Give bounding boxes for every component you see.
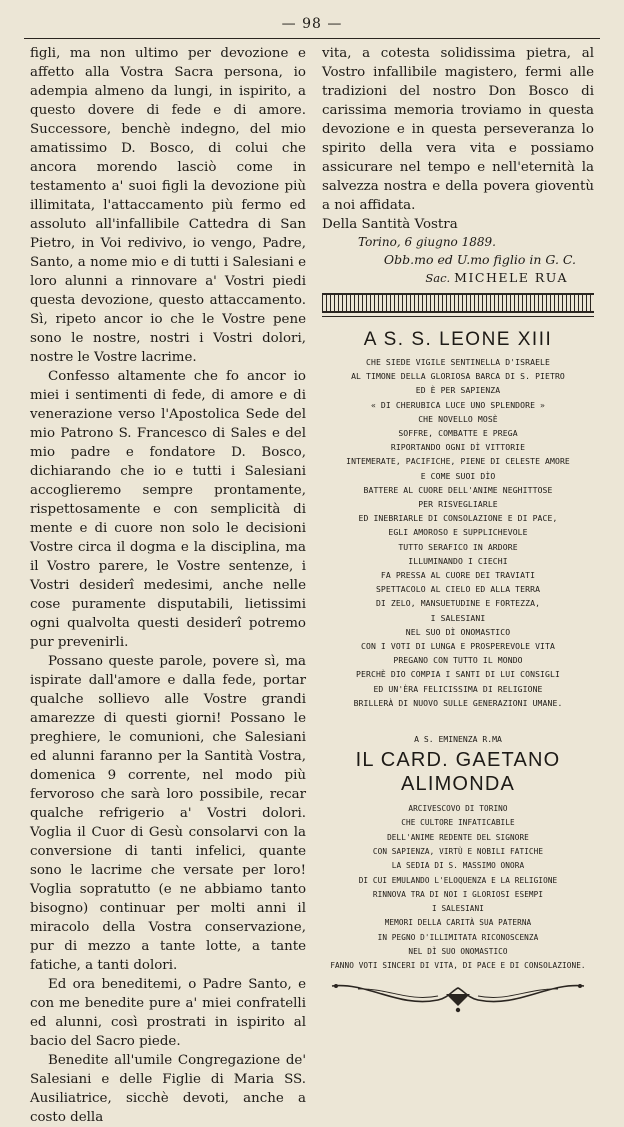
dedication-line: TUTTO SERAFICO IN ARDORE xyxy=(398,541,518,552)
dedication-line: EGLI AMOROSO E SUPPLICHEVOLE xyxy=(388,527,528,538)
dedication-line: AL TIMONE DELLA GLORIOSA BARCA DI S. PIETRO xyxy=(351,371,565,382)
dedication-line: MEMORI DELLA CARITÀ SUA PATERNA xyxy=(384,918,532,928)
dedication-line: CHE SIEDE VIGILE SENTINELLA D'ISRAELE xyxy=(366,357,550,367)
dedication2-lines xyxy=(322,802,594,974)
dedication-line: CHE CULTORE INFATICABILE xyxy=(401,818,515,828)
dedication-line: PERCHÈ DIO COMPIA I SANTI DI LUI CONSIGLI xyxy=(356,669,560,680)
paragraph-1: figli, ma non ultimo per devozione e affetto alla Vostra Sacra persona, io adempia almeno da lungi, in ispirito, a questo dovere di fede e di amore. Successore, benchè indegno, del mio amatissimo D. Bosco, di colui che ancora morendo lasciò come in testamento a' suoi figli la devozione più illimitata, l'attaccamento più fermo ed assoluto all'infallibile Cattedra di San Pietro, in Voi redivivo, io vengo, Padre, Santo, a nome mio e di tutti i Salesiani e loro alunni a rinnovare a' Vostri piedi questa devozione, questo attaccamento. Sì, ripeto ancor io che le Vostre pene sono le nostre, nostri i Vostri dolori, nostre le Vostre lacrime. xyxy=(30,46,306,365)
right-column xyxy=(322,44,594,1014)
paragraph-5: Benedite all'umile Congregazione de' Salesiani e delle Figlie di Maria SS. Ausiliatrice, sicchè devoti, anche a costo della xyxy=(30,1053,306,1125)
dedication-line: CHE NOVELLO MOSÈ xyxy=(418,413,498,424)
dedication-line: SOFFRE, COMBATTE E PREGA xyxy=(398,428,518,439)
dedication-line: ED INEBRIARLE DI CONSOLAZIONE E DI PACE, xyxy=(358,513,558,524)
dedication2-title: IL CARD. GAETANO ALIMONDA xyxy=(355,749,561,796)
signature-name: MICHELE RUA xyxy=(454,270,568,285)
dedication-line: BRILLERÀ DI NUOVO SULLE GENERAZIONI UMANE. xyxy=(353,697,563,708)
dedication-line: FANNO VOTI SINCERI DI VITA, DI PACE E DI CONSOLAZIONE. xyxy=(330,961,586,971)
dedication-line: INTEMERATE, PACIFICHE, PIENE DI CELESTE AMORE xyxy=(346,456,570,467)
dedication-line: IN PEGNO D'ILLIMITATA RICONOSCENZA xyxy=(377,932,539,942)
dedication-leo-xiii xyxy=(322,329,594,710)
ornament-band xyxy=(322,293,594,313)
dedication-line: I SALESIANI xyxy=(430,612,486,623)
dedication-line: RIPORTANDO OGNI DÌ VITTORIE xyxy=(390,442,526,453)
paragraph-3: Possano queste parole, povere sì, ma ispirate dall'amore e dalla fede, portar qualche sollievo alle Vostre grandi amarezze di questi giorni! Possano le preghiere, le comunioni, che Salesiani ed alunni faranno per la Santità Vostra, domenica 9 corrente, nel modo più fervoroso che sarà loro possibile, recar qualche refrigerio a' Vostri dolori. Voglia il Cuor di Gesù consolarvi con la conversione di tanti infelici, quante sono le lacrime che versate per loro! Voglia sopratutto (e ne abbiamo tanto bisogno) continuar per molti anni il miracolo della Vostra conservazione, pur di mezzo a tante lotte, a tante fatiche, a tanti dolori. xyxy=(30,654,306,973)
header-rule xyxy=(24,38,600,39)
dedication-line: LA SEDIA DI S. MASSIMO ONORA xyxy=(391,861,525,871)
signature-formula: Obb.mo ed U.mo figlio in G. C. xyxy=(383,252,576,267)
letter-end-text: vita, a cotesta solidissima pietra, al Vostro infallibile magistero, fermi alle tradizioni del nostro Don Bosco di carissima memoria troviamo in questa devozione e in questa perseveranza lo spirito della vera vita e possiamo assicurare nel tempo e nell'eternità la salvezza nostra e della povera gioventù a noi affidata. xyxy=(322,46,594,213)
dedication-line: I SALESIANI xyxy=(431,904,484,914)
dedication-line: ED È PER SAPIENZA xyxy=(415,385,501,396)
dedication-line: DI ZELO, MANSUETUDINE E FORTEZZA, xyxy=(375,598,541,609)
dedication-line: E COME SUOI DÌO xyxy=(420,470,496,481)
signature-prefix: Sac. xyxy=(425,271,451,285)
dedication-line: PREGANO CON TUTTO IL MONDO xyxy=(393,655,523,666)
dedication-alimonda xyxy=(322,732,594,974)
ornament-vignette-icon xyxy=(328,980,588,1014)
dedication-line: DELL'ANIME REDENTE DEL SIGNORE xyxy=(387,832,529,842)
dedication-line: CON SAPIENZA, VIRTÙ E NOBILI FATICHE xyxy=(372,846,544,856)
page-number: — 98 — xyxy=(281,16,343,32)
ornament-rule xyxy=(322,316,594,319)
dedication-line: NEL DÌ SUO ONOMASTICO xyxy=(408,947,508,957)
dedication-line: SPETTACOLO AL CIELO ED ALLA TERRA xyxy=(375,584,541,595)
paragraph-4: Ed ora beneditemi, o Padre Santo, e con me benedite pure a' miei confratelli ed alunni, così prostrati in ispirito al bacio del Sacro piede. xyxy=(30,977,306,1049)
dedication-line: ILLUMINANDO I CIECHI xyxy=(408,555,508,566)
dedication-line: RINNOVA TRA DI NOI I GLORIOSI ESEMPI xyxy=(372,889,544,899)
dedication-title: A S. S. LEONE XIII xyxy=(363,329,553,350)
dedication2-pre: A S. EMINENZA R.MA xyxy=(414,734,502,745)
dedication-lines xyxy=(322,355,594,710)
signature xyxy=(322,269,594,287)
dedication-line: FA PRESSA AL CUORE DEI TRAVIATI xyxy=(380,570,536,581)
left-column xyxy=(30,44,306,1127)
letter-date: Torino, 6 giugno 1889. xyxy=(358,235,496,249)
dedication-line: CON I VOTI DI LUNGA E PROSPEREVOLE VITA xyxy=(361,641,555,652)
dedication-line: PER RISVEGLIARLE xyxy=(418,499,498,510)
dedication-line: BATTERE AL CUORE DELL'ANIME NEGHITTOSE xyxy=(363,484,553,495)
dedication-line: ARCIVESCOVO DI TORINO xyxy=(408,804,508,814)
dedication-line: NEL SUO DÌ ONOMASTICO xyxy=(405,626,511,637)
dedication-line: ED UN'ÈRA FELICISSIMA DI RELIGIONE xyxy=(373,683,543,694)
dedication-line: DI CUI EMULANDO L'ELOQUENZA E LA RELIGIONE xyxy=(358,875,558,885)
dedication-line: « DI CHERUBICA LUCE UNO SPLENDORE » xyxy=(370,399,546,410)
closing-line: Della Santità Vostra xyxy=(322,217,458,232)
letter-end xyxy=(322,44,594,234)
paragraph-2: Confesso altamente che fo ancor io miei i sentimenti di fede, di amore e di venerazione verso l'Apostolica Sede del mio Patrono S. Francesco di Sales e del mio padre e fondatore D. Bosco, dichiarando che io e tutti i Salesiani accoglieremo sempre prontamente, rispettosamente e con semplicità di mente e di cuore non solo le decisioni Vostre circa il dogma e la disciplina, ma il Vostro parere, le Vostre sentenze, i Vostri desiderî medesimi, anche nelle cose puramente disputabili, lietissimi ogni qualvolta questi desiderî potremo pur prevenirli. xyxy=(30,369,306,650)
